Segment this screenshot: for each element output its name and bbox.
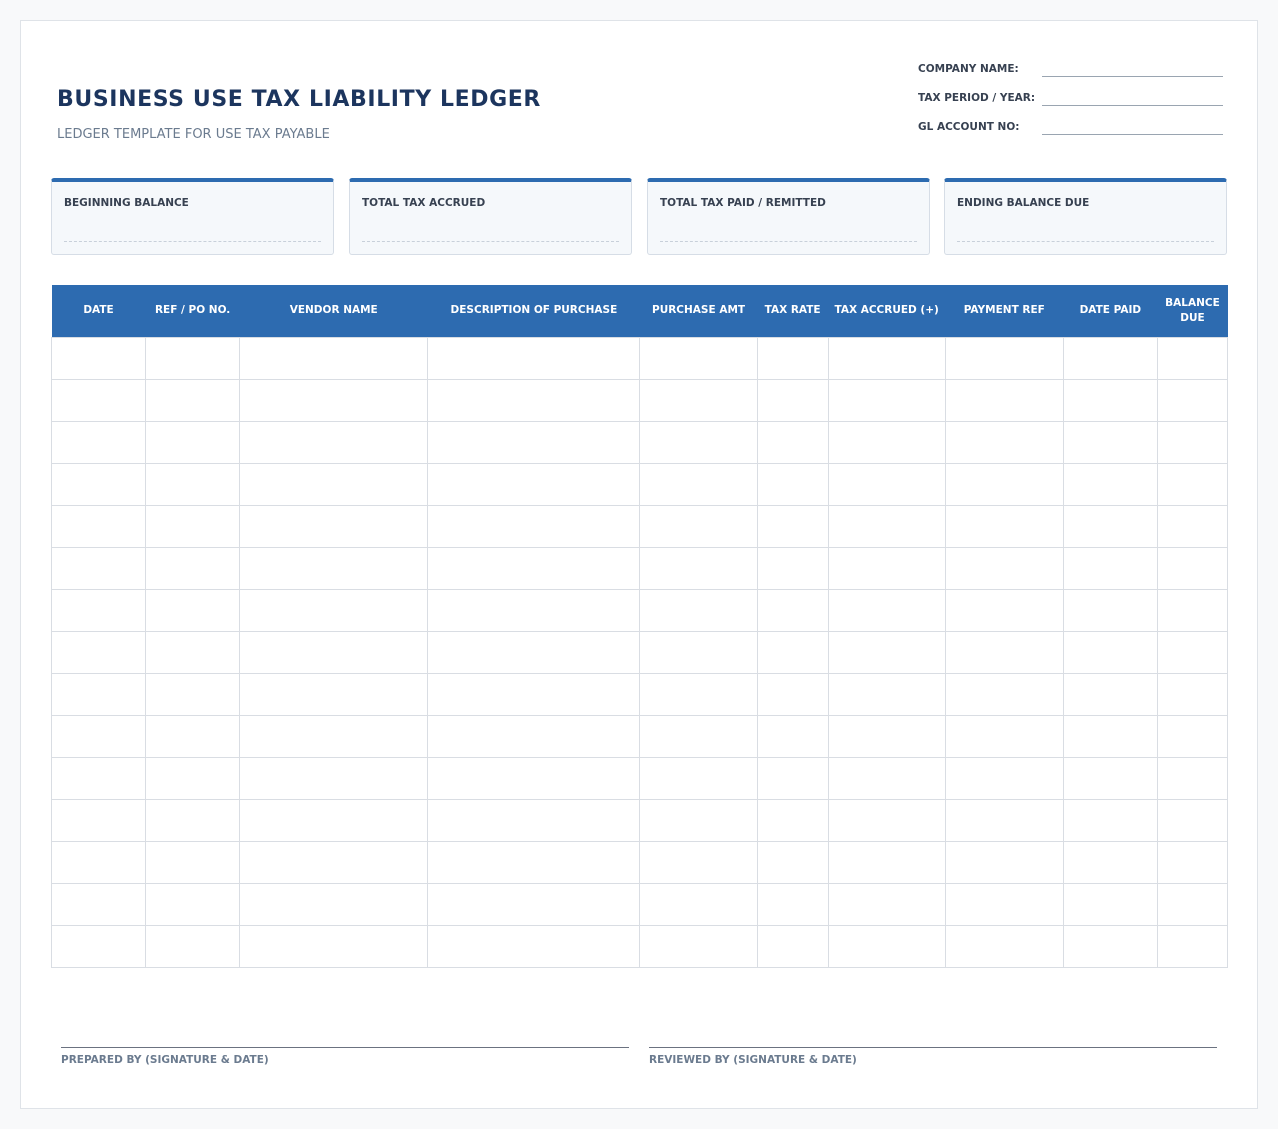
table-cell[interactable] — [146, 547, 240, 589]
table-cell[interactable] — [945, 925, 1063, 967]
column-header-date: DATE — [52, 285, 146, 337]
table-cell[interactable] — [640, 337, 757, 379]
table-cell[interactable] — [428, 337, 640, 379]
table-cell[interactable] — [945, 421, 1063, 463]
table-cell[interactable] — [52, 925, 146, 967]
page-title: BUSINESS USE TAX LIABILITY LEDGER — [57, 87, 541, 112]
table-cell[interactable] — [1157, 337, 1227, 379]
table-cell[interactable] — [828, 337, 945, 379]
column-header-payment-ref: PAYMENT REF — [945, 285, 1063, 337]
gl-account-row — [918, 121, 1223, 143]
ledger-body — [52, 337, 1228, 967]
table-cell[interactable] — [146, 925, 240, 967]
table-cell[interactable] — [240, 757, 428, 799]
table-cell[interactable] — [828, 505, 945, 547]
table-cell[interactable] — [1063, 505, 1157, 547]
table-cell[interactable] — [52, 589, 146, 631]
table-cell[interactable] — [428, 715, 640, 757]
beginning-balance-card — [51, 178, 334, 255]
table-row — [52, 463, 1228, 505]
table-cell[interactable] — [428, 547, 640, 589]
company-name-field[interactable] — [1042, 76, 1223, 77]
table-cell[interactable] — [1157, 463, 1227, 505]
table-cell[interactable] — [1157, 715, 1227, 757]
table-row — [52, 505, 1228, 547]
table-cell[interactable] — [240, 379, 428, 421]
table-cell[interactable] — [146, 337, 240, 379]
table-cell[interactable] — [757, 673, 828, 715]
table-cell[interactable] — [945, 883, 1063, 925]
table-row — [52, 421, 1228, 463]
beginning-balance-label: BEGINNING BALANCE — [64, 197, 189, 209]
table-cell[interactable] — [1157, 673, 1227, 715]
table-cell[interactable] — [828, 715, 945, 757]
table-cell[interactable] — [757, 883, 828, 925]
table-cell[interactable] — [1157, 841, 1227, 883]
table-cell[interactable] — [640, 799, 757, 841]
reviewed-by-signature-line[interactable] — [649, 1047, 1217, 1066]
table-cell[interactable] — [828, 841, 945, 883]
table-cell[interactable] — [757, 505, 828, 547]
table-cell[interactable] — [757, 841, 828, 883]
table-cell[interactable] — [1063, 673, 1157, 715]
table-cell[interactable] — [1063, 547, 1157, 589]
table-cell[interactable] — [1063, 421, 1157, 463]
table-cell[interactable] — [146, 589, 240, 631]
prepared-by-label: PREPARED BY (SIGNATURE & DATE) — [61, 1054, 269, 1066]
table-cell[interactable] — [757, 715, 828, 757]
table-cell[interactable] — [945, 505, 1063, 547]
table-cell[interactable] — [640, 547, 757, 589]
table-cell[interactable] — [240, 589, 428, 631]
table-cell[interactable] — [828, 883, 945, 925]
table-cell[interactable] — [146, 883, 240, 925]
table-row — [52, 379, 1228, 421]
table-cell[interactable] — [757, 547, 828, 589]
table-row — [52, 799, 1228, 841]
table-row — [52, 631, 1228, 673]
table-row — [52, 337, 1228, 379]
table-row — [52, 715, 1228, 757]
table-cell[interactable] — [945, 589, 1063, 631]
table-cell[interactable] — [428, 421, 640, 463]
table-cell[interactable] — [1063, 757, 1157, 799]
table-row — [52, 673, 1228, 715]
table-cell[interactable] — [240, 799, 428, 841]
table-cell[interactable] — [1157, 379, 1227, 421]
tax-period-row — [918, 92, 1223, 114]
table-cell[interactable] — [240, 715, 428, 757]
total-tax-accrued-label: TOTAL TAX ACCRUED — [362, 197, 486, 209]
column-header-description: DESCRIPTION OF PURCHASE — [428, 285, 640, 337]
total-tax-paid-label: TOTAL TAX PAID / REMITTED — [660, 197, 826, 209]
table-cell[interactable] — [52, 505, 146, 547]
table-cell[interactable] — [640, 673, 757, 715]
table-cell[interactable] — [1157, 799, 1227, 841]
total-tax-accrued-field[interactable] — [362, 241, 619, 242]
table-cell[interactable] — [757, 421, 828, 463]
table-cell[interactable] — [640, 589, 757, 631]
table-cell[interactable] — [945, 757, 1063, 799]
table-cell[interactable] — [240, 547, 428, 589]
table-cell[interactable] — [1157, 631, 1227, 673]
table-cell[interactable] — [945, 673, 1063, 715]
table-cell[interactable] — [52, 715, 146, 757]
table-cell[interactable] — [640, 421, 757, 463]
table-cell[interactable] — [146, 757, 240, 799]
table-cell[interactable] — [828, 589, 945, 631]
table-row — [52, 547, 1228, 589]
table-cell[interactable] — [1157, 421, 1227, 463]
table-cell[interactable] — [146, 841, 240, 883]
column-header-balance-due: BALANCE DUE — [1157, 285, 1227, 337]
table-cell[interactable] — [52, 841, 146, 883]
table-row — [52, 841, 1228, 883]
table-cell[interactable] — [640, 925, 757, 967]
table-cell[interactable] — [1157, 505, 1227, 547]
table-cell[interactable] — [757, 463, 828, 505]
table-cell[interactable] — [640, 715, 757, 757]
column-header-ref-po: REF / PO NO. — [146, 285, 240, 337]
table-row — [52, 757, 1228, 799]
table-cell[interactable] — [1063, 463, 1157, 505]
company-name-label: COMPANY NAME: — [918, 63, 1019, 75]
table-cell[interactable] — [1063, 925, 1157, 967]
table-row — [52, 883, 1228, 925]
gl-account-label: GL ACCOUNT NO: — [918, 121, 1020, 133]
table-cell[interactable] — [146, 715, 240, 757]
table-cell[interactable] — [1063, 631, 1157, 673]
beginning-balance-field[interactable] — [64, 241, 321, 242]
table-cell[interactable] — [240, 463, 428, 505]
table-cell[interactable] — [945, 715, 1063, 757]
table-cell[interactable] — [945, 337, 1063, 379]
table-cell[interactable] — [1063, 883, 1157, 925]
table-row — [52, 925, 1228, 967]
table-cell[interactable] — [240, 421, 428, 463]
ending-balance-card — [944, 178, 1227, 255]
table-cell[interactable] — [428, 757, 640, 799]
table-cell[interactable] — [428, 379, 640, 421]
total-tax-accrued-card — [349, 178, 632, 255]
table-cell[interactable] — [945, 631, 1063, 673]
table-cell[interactable] — [828, 379, 945, 421]
table-cell[interactable] — [52, 421, 146, 463]
table-cell[interactable] — [240, 337, 428, 379]
table-cell[interactable] — [945, 547, 1063, 589]
table-cell[interactable] — [52, 757, 146, 799]
table-cell[interactable] — [146, 379, 240, 421]
table-cell[interactable] — [52, 799, 146, 841]
company-name-row — [918, 63, 1223, 85]
table-cell[interactable] — [52, 463, 146, 505]
table-cell[interactable] — [828, 463, 945, 505]
ledger-table — [51, 285, 1228, 968]
table-cell[interactable] — [146, 631, 240, 673]
table-cell[interactable] — [428, 883, 640, 925]
table-cell[interactable] — [240, 505, 428, 547]
table-cell[interactable] — [757, 589, 828, 631]
table-cell[interactable] — [945, 841, 1063, 883]
table-cell[interactable] — [640, 883, 757, 925]
table-cell[interactable] — [1063, 799, 1157, 841]
ledger-sheet — [20, 20, 1258, 1109]
total-tax-paid-field[interactable] — [660, 241, 917, 242]
table-cell[interactable] — [757, 337, 828, 379]
table-cell[interactable] — [1157, 925, 1227, 967]
column-header-purchase-amt: PURCHASE AMT — [640, 285, 757, 337]
reviewed-by-label: REVIEWED BY (SIGNATURE & DATE) — [649, 1054, 857, 1066]
table-cell[interactable] — [240, 883, 428, 925]
table-cell[interactable] — [240, 673, 428, 715]
table-cell[interactable] — [828, 757, 945, 799]
table-cell[interactable] — [240, 841, 428, 883]
table-cell[interactable] — [428, 589, 640, 631]
table-cell[interactable] — [945, 379, 1063, 421]
table-cell[interactable] — [146, 799, 240, 841]
table-cell[interactable] — [945, 463, 1063, 505]
table-cell[interactable] — [757, 799, 828, 841]
table-cell[interactable] — [1063, 589, 1157, 631]
table-cell[interactable] — [757, 379, 828, 421]
table-cell[interactable] — [52, 673, 146, 715]
ending-balance-label: ENDING BALANCE DUE — [957, 197, 1090, 209]
table-cell[interactable] — [1063, 379, 1157, 421]
table-cell[interactable] — [1157, 757, 1227, 799]
table-cell[interactable] — [428, 925, 640, 967]
table-cell[interactable] — [828, 925, 945, 967]
table-cell[interactable] — [52, 337, 146, 379]
page-subtitle: LEDGER TEMPLATE FOR USE TAX PAYABLE — [57, 127, 330, 142]
table-cell[interactable] — [757, 631, 828, 673]
table-cell[interactable] — [757, 925, 828, 967]
column-header-vendor-name: VENDOR NAME — [240, 285, 428, 337]
table-cell[interactable] — [428, 505, 640, 547]
column-header-tax-rate: TAX RATE — [757, 285, 828, 337]
gl-account-field[interactable] — [1042, 134, 1223, 135]
table-cell[interactable] — [146, 421, 240, 463]
table-cell[interactable] — [428, 799, 640, 841]
table-cell[interactable] — [428, 673, 640, 715]
table-cell[interactable] — [640, 631, 757, 673]
table-cell[interactable] — [945, 799, 1063, 841]
table-cell[interactable] — [1063, 841, 1157, 883]
table-cell[interactable] — [828, 631, 945, 673]
table-cell[interactable] — [52, 379, 146, 421]
table-cell[interactable] — [1157, 883, 1227, 925]
table-row — [52, 589, 1228, 631]
table-cell[interactable] — [1063, 715, 1157, 757]
table-cell[interactable] — [146, 673, 240, 715]
table-cell[interactable] — [428, 631, 640, 673]
prepared-by-signature-line[interactable] — [61, 1047, 629, 1066]
column-header-date-paid: DATE PAID — [1063, 285, 1157, 337]
table-cell[interactable] — [640, 505, 757, 547]
table-cell[interactable] — [428, 841, 640, 883]
table-cell[interactable] — [828, 673, 945, 715]
table-cell[interactable] — [757, 757, 828, 799]
table-cell[interactable] — [52, 883, 146, 925]
table-cell[interactable] — [1063, 337, 1157, 379]
total-tax-paid-card — [647, 178, 930, 255]
table-cell[interactable] — [52, 631, 146, 673]
table-cell[interactable] — [1157, 547, 1227, 589]
table-cell[interactable] — [640, 841, 757, 883]
table-cell[interactable] — [240, 631, 428, 673]
table-cell[interactable] — [52, 547, 146, 589]
table-cell[interactable] — [640, 463, 757, 505]
table-cell[interactable] — [828, 547, 945, 589]
table-header-row — [52, 285, 1228, 337]
table-cell[interactable] — [640, 379, 757, 421]
tax-period-label: TAX PERIOD / YEAR: — [918, 92, 1036, 104]
table-cell[interactable] — [146, 463, 240, 505]
table-cell[interactable] — [428, 463, 640, 505]
table-cell[interactable] — [240, 925, 428, 967]
table-cell[interactable] — [828, 799, 945, 841]
tax-period-field[interactable] — [1042, 105, 1223, 106]
column-header-tax-accrued: TAX ACCRUED (+) — [828, 285, 945, 337]
table-cell[interactable] — [828, 421, 945, 463]
table-cell[interactable] — [146, 505, 240, 547]
ending-balance-field[interactable] — [957, 241, 1214, 242]
table-cell[interactable] — [1157, 589, 1227, 631]
table-cell[interactable] — [640, 757, 757, 799]
